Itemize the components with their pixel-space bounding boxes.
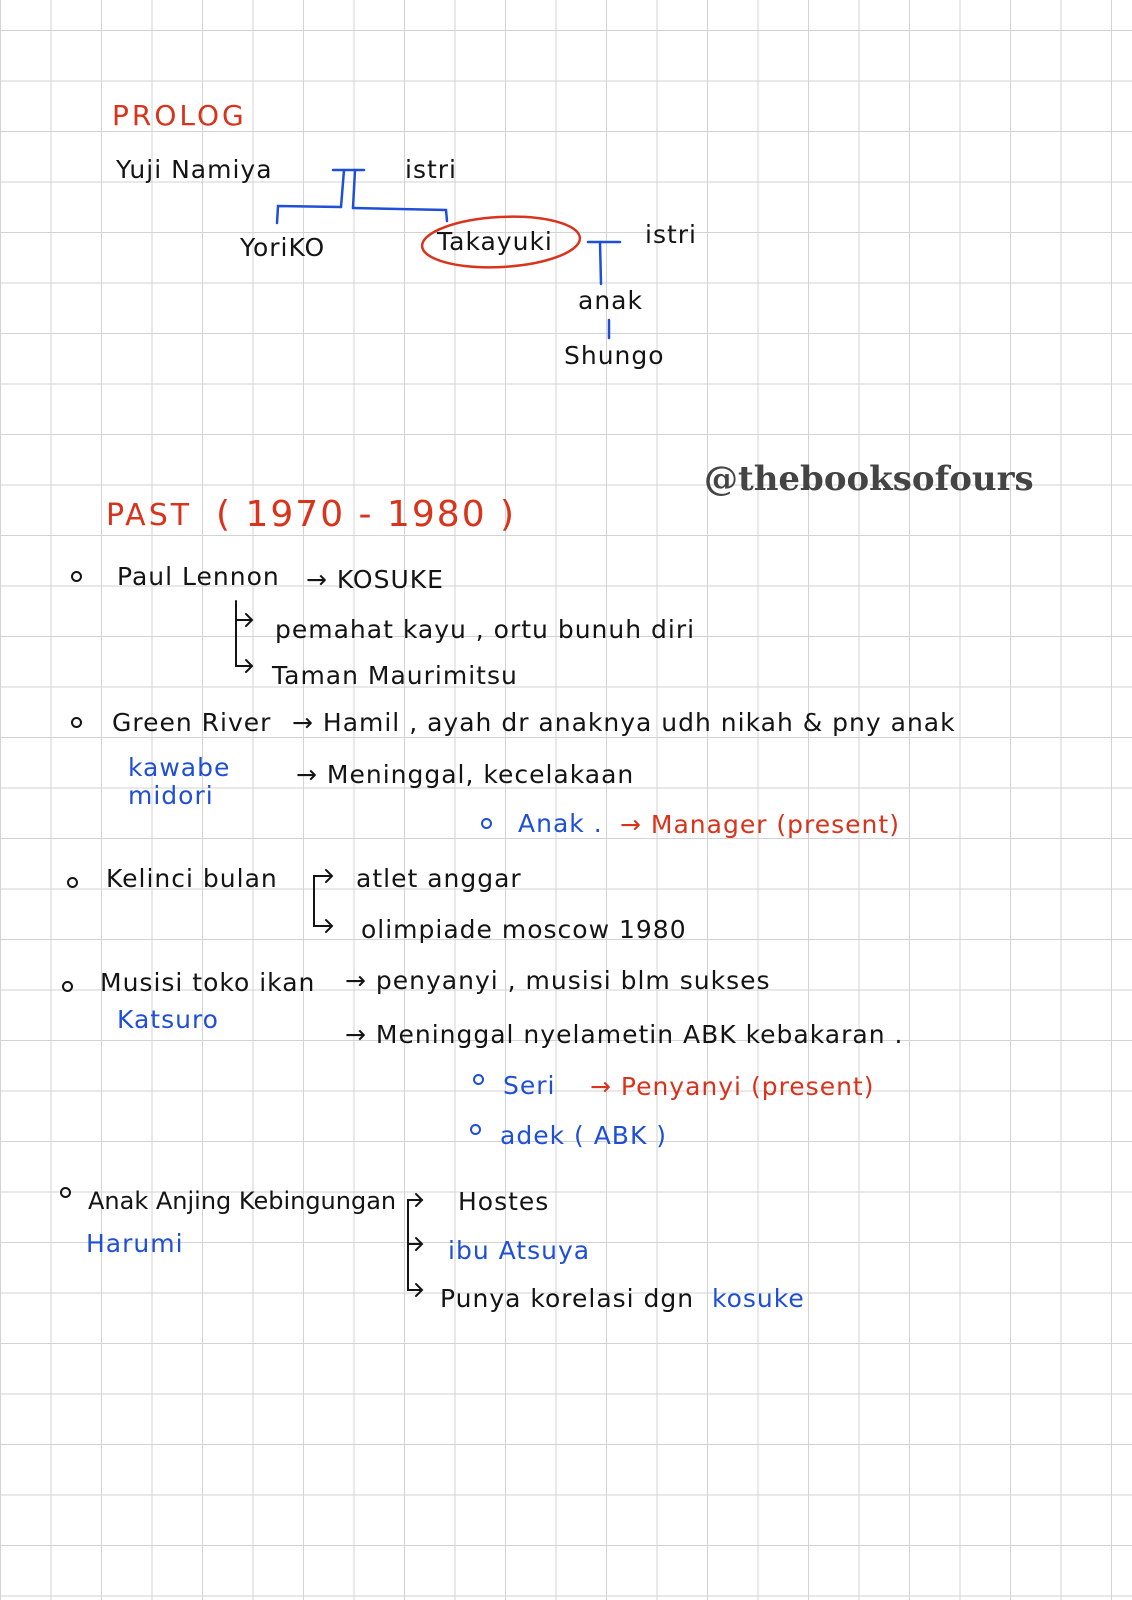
bullet-2-sub (481, 818, 492, 829)
item-kelinci-bulan-sub2: olimpiade moscow 1980 (361, 915, 687, 944)
bullet-4-sub1 (473, 1074, 484, 1085)
name-takayuki: Takayuki (437, 227, 553, 256)
item-musisi-sub1-name: Seri (503, 1071, 556, 1100)
item-anak-anjing-sub3: Punya korelasi dgn (440, 1284, 695, 1313)
name-istri-2: istri (645, 220, 697, 249)
item-paul-lennon-alias: → KOSUKE (306, 565, 444, 594)
item-musisi-sub1-role: → Penyanyi (present) (590, 1072, 875, 1101)
item-green-river-alias: kawabe midori (128, 753, 231, 810)
item-anak-anjing-sub1: Hostes (458, 1187, 550, 1216)
item-green-river-line2: → Meninggal, kecelakaan (296, 760, 635, 789)
item-anak-anjing: Anak Anjing Kebingungan (88, 1187, 397, 1215)
item-anak-anjing-alias: Harumi (86, 1229, 184, 1258)
item-anak-anjing-sub2: ibu Atsuya (448, 1236, 591, 1265)
item-kelinci-bulan-sub1: atlet anggar (356, 864, 522, 893)
name-yoriko: YoriKO (240, 233, 326, 262)
name-istri-1: istri (405, 155, 457, 184)
item-kelinci-bulan: Kelinci bulan (106, 864, 278, 893)
item-paul-lennon-sub2: Taman Maurimitsu (272, 661, 518, 690)
item-musisi-toko-ikan: Musisi toko ikan (100, 968, 316, 997)
item-green-river-child: Anak . (518, 809, 603, 838)
item-musisi-alias: Katsuro (117, 1005, 219, 1034)
item-anak-anjing-sub3-kosuke: kosuke (712, 1284, 805, 1313)
item-green-river-line1: → Hamil , ayah dr anaknya udh nikah & pny anak (292, 708, 956, 737)
item-paul-lennon-sub1: pemahat kayu , ortu bunuh diri (275, 615, 696, 644)
bullet-3 (67, 877, 78, 888)
bullet-5 (60, 1187, 71, 1198)
bullet-2 (71, 717, 82, 728)
label-anak: anak (578, 286, 643, 315)
prolog-heading: PROLOG (112, 99, 247, 132)
item-musisi-line2: → Meninggal nyelametin ABK kebakaran . (345, 1020, 904, 1049)
bullet-1 (71, 571, 82, 582)
watermark: @thebooksofours (704, 459, 1034, 499)
item-musisi-line1: → penyanyi , musisi blm sukses (345, 966, 771, 995)
item-green-river: Green River (112, 708, 272, 737)
past-heading: PAST (106, 498, 193, 533)
item-green-river-child-role: → Manager (present) (620, 810, 900, 839)
past-years: ( 1970 - 1980 ) (216, 494, 517, 535)
name-shungo: Shungo (564, 341, 665, 370)
bullet-4-sub2 (470, 1124, 481, 1135)
name-yuji-namiya: Yuji Namiya (116, 155, 273, 184)
bullet-4 (62, 981, 73, 992)
item-paul-lennon: Paul Lennon (117, 562, 280, 591)
item-musisi-sub2: adek ( ABK ) (500, 1121, 668, 1150)
